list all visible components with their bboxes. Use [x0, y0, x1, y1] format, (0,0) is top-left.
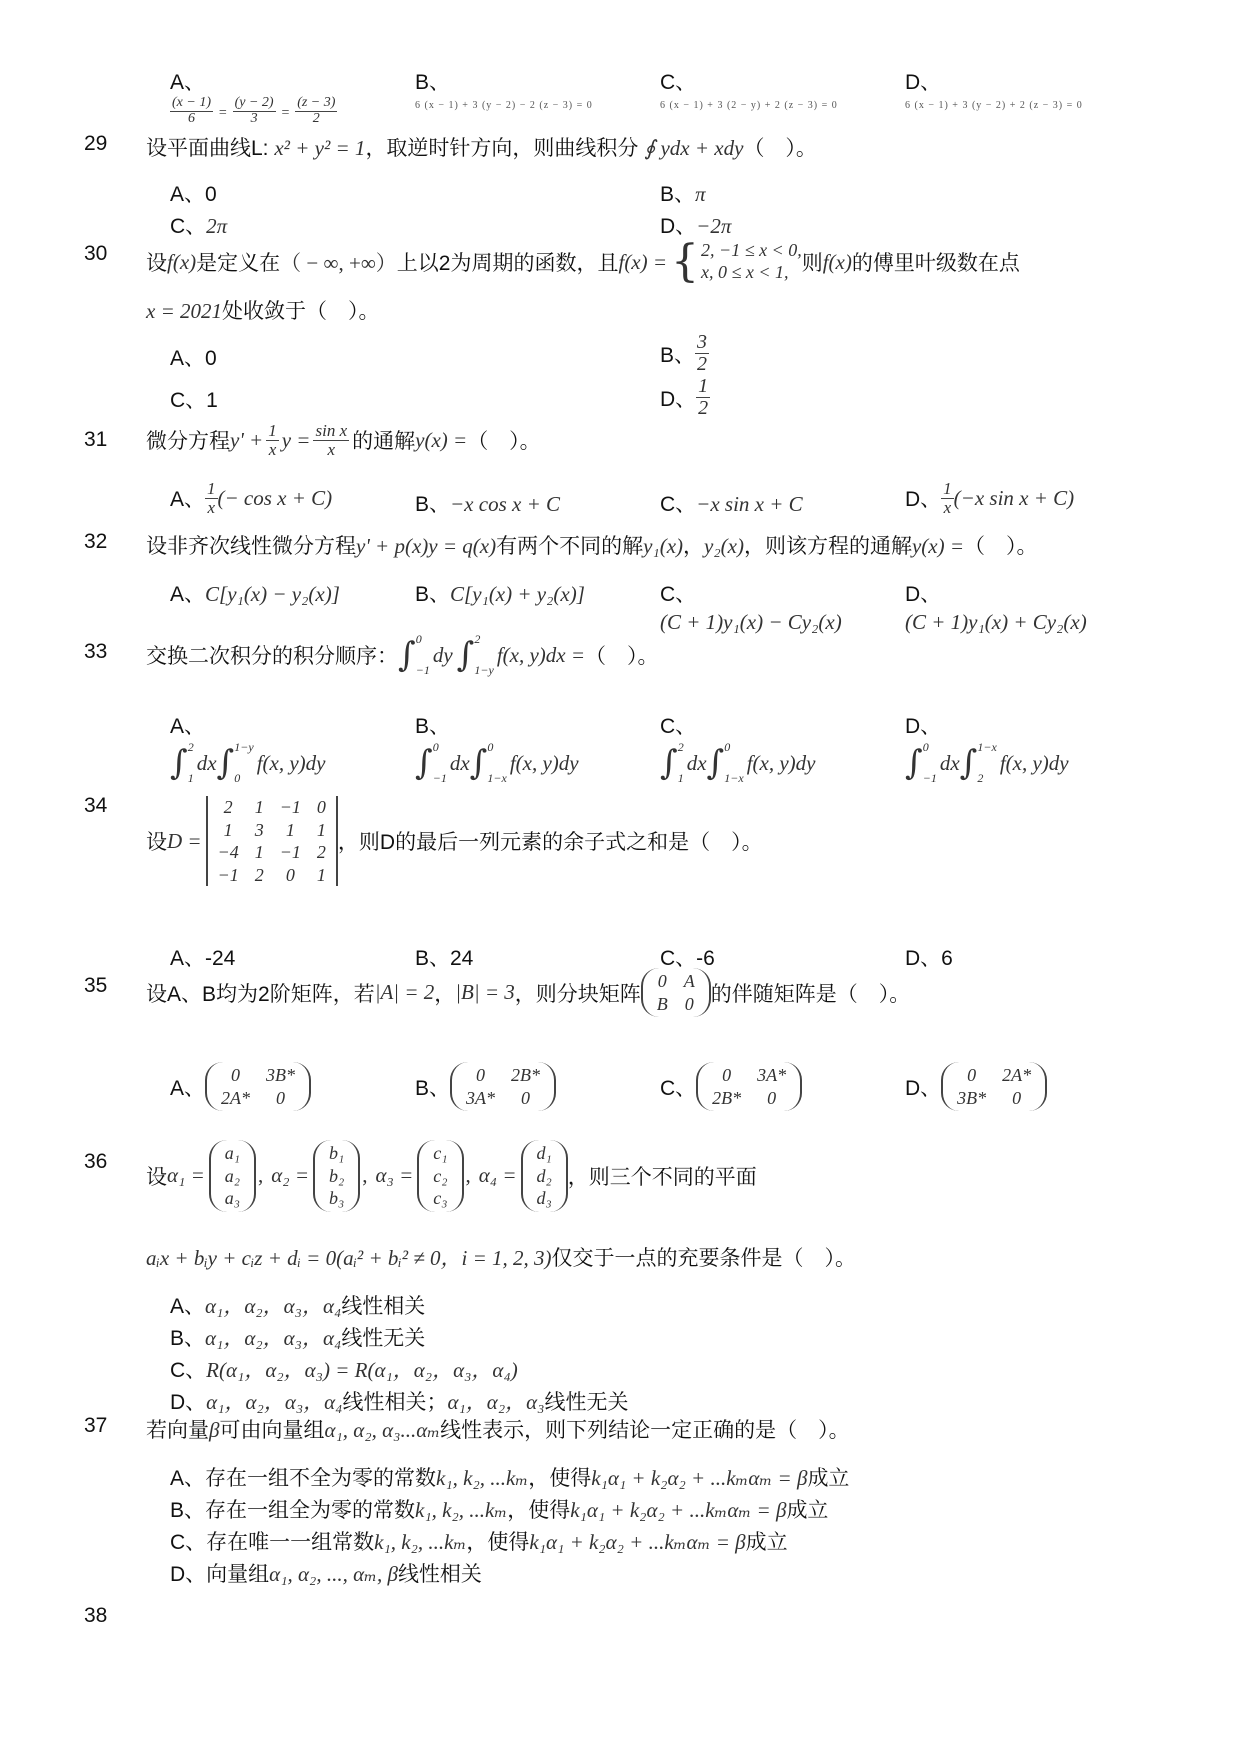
matrix-row	[217, 1142, 248, 1165]
matrix-cell: d₂	[536, 1165, 552, 1186]
matrix-row	[704, 1064, 794, 1087]
matrix-cell: 3B*	[266, 1065, 296, 1085]
matrix-cell: −4	[217, 842, 239, 862]
matrix-row	[649, 993, 703, 1016]
matrix-cell: 0	[285, 864, 295, 885]
q32-option-d[interactable]: D、 (C + 1)y₁(x) + Cy₂(x)	[905, 583, 1087, 634]
matrix-cell: c₁	[433, 1143, 448, 1163]
q29-option-a[interactable]: A、0	[170, 183, 217, 206]
matrix-cell: B	[656, 993, 668, 1014]
matrix-cell: −1	[279, 797, 301, 817]
q28-option-c[interactable]	[660, 66, 838, 111]
integral-sign: ∫	[469, 743, 488, 783]
matrix-cell: 1	[316, 819, 326, 840]
integral-sign: ∫	[456, 635, 475, 675]
integral-sign: ∫	[415, 743, 433, 783]
q33-option-a[interactable]: A、 ∫ 2 1 dx ∫ 1−y 0 f(x, y)dy	[170, 715, 326, 785]
q33-option-c[interactable]: C、 ∫ 2 1 dx ∫ 0 1−x f(x, y)dy	[660, 715, 816, 785]
matrix-cell: −1	[217, 864, 239, 885]
q35-option-a[interactable]: A、 0 3B* 2A* 0	[170, 1062, 311, 1111]
q30-stem-line2: x = 2021处收敛于（ ）。	[146, 299, 380, 323]
q32-option-a[interactable]: A、C[y₁(x) − y₂(x)]	[170, 582, 340, 606]
matrix-cell: 0	[476, 1065, 486, 1085]
matrix-row	[425, 1142, 455, 1165]
q31-option-d[interactable]: D、 $\frac{1}{x}$ (−x sin x + C)	[905, 479, 1075, 517]
q34-option-a[interactable]: A、-24	[170, 947, 236, 970]
matrix-row	[649, 970, 703, 993]
matrix-row	[210, 864, 334, 887]
matrix-cell: d₁	[536, 1143, 552, 1163]
option-label: D、	[905, 71, 942, 94]
matrix-row	[210, 796, 334, 819]
matrix-row	[529, 1142, 560, 1165]
matrix-cell: b₂	[329, 1165, 345, 1186]
matrix-cell: 0	[767, 1087, 777, 1108]
question-number: 38	[84, 1604, 108, 1627]
q35-option-d[interactable]: D、 0 2A* 3B* 0	[905, 1062, 1047, 1111]
question-number: 33	[84, 640, 108, 663]
integral-sign: ∫	[216, 743, 235, 783]
matrix-cell: 1	[254, 842, 264, 862]
q34-option-b[interactable]: B、24	[415, 947, 474, 970]
matrix-cell: 2B*	[712, 1087, 742, 1108]
option-math: 6 (x − 1) + 3 (2 − y) + 2 (z − 3) = 0	[660, 100, 838, 111]
matrix-row	[458, 1087, 548, 1110]
q36-stem: 设 α₁ = a₁ a₂ a₃ , α₂ = b₁ b₂ b₃ , α₃ = c₁ c₂ c₃ , α₄ = d₁ d₂ d₃ ，则三个不同的平面	[146, 1140, 757, 1212]
matrix-cell: 3A*	[466, 1087, 496, 1108]
matrix-row	[210, 841, 334, 864]
integral-sign: ∫	[398, 635, 416, 675]
question-number: 35	[84, 974, 108, 997]
q37-option-c[interactable]: C、存在唯一一组常数k₁, k₂, ...kₘ，使得k₁α₁ + k₂α₂ + ...kₘαₘ = β成立	[170, 1530, 788, 1554]
matrix-cell: d₃	[536, 1188, 552, 1208]
q30-stem: 设 f(x) 是定义在 （ − ∞, +∞） 上以2为周期的函数，且 f(x) = { 2, −1 ≤ x < 0, x, 0 ≤ x < 1, 则 f(x) 的傅里叶级数在点	[146, 236, 1020, 287]
matrix-cell: 0	[657, 971, 667, 991]
q34-option-d[interactable]: D、6	[905, 947, 953, 970]
integral-sign: ∫	[706, 743, 725, 783]
integral-sign: ∫	[170, 743, 188, 783]
matrix-cell: a₃	[224, 1188, 241, 1208]
q34-option-c[interactable]: C、-6	[660, 947, 715, 970]
q33-stem: 交换二次积分的积分顺序： ∫ 0 −1 dy ∫ 2 1−y f(x, y)dx = （ ）。	[146, 632, 659, 677]
q31-option-c[interactable]: C、−x sin x + C	[660, 492, 803, 516]
matrix-row	[458, 1064, 548, 1087]
q28-option-b[interactable]	[415, 66, 593, 111]
matrix-cell: 0	[684, 993, 694, 1014]
matrix-cell: c₃	[433, 1188, 448, 1208]
q29-option-b[interactable]: B、π	[660, 182, 706, 206]
q37-option-d[interactable]: D、向量组α₁, α₂, ..., αₘ, β线性相关	[170, 1562, 482, 1586]
q35-option-b[interactable]: B、 0 2B* 3A* 0	[415, 1062, 556, 1111]
matrix-cell: 2B*	[511, 1065, 541, 1085]
matrix-row	[425, 1187, 455, 1210]
q37-option-b[interactable]: B、存在一组全为零的常数k₁, k₂, ...kₘ，使得k₁α₁ + k₂α₂ + ...kₘαₘ = β成立	[170, 1498, 829, 1522]
matrix-cell: 1	[223, 819, 233, 840]
q37-option-a[interactable]: A、存在一组不全为零的常数k₁, k₂, ...kₘ，使得k₁α₁ + k₂α₂ + ...kₘαₘ = β成立	[170, 1466, 850, 1490]
matrix-row	[321, 1187, 352, 1210]
matrix-row	[949, 1064, 1039, 1087]
matrix-row	[213, 1064, 303, 1087]
q31-option-b[interactable]: B、−x cos x + C	[415, 492, 560, 516]
determinant-matrix	[206, 796, 338, 886]
matrix-cell: 1	[254, 797, 264, 817]
matrix-row	[529, 1165, 560, 1188]
q36-option-b[interactable]: B、α₁，α₂，α₃，α₄线性无关	[170, 1326, 426, 1350]
q29-stem: 设平面曲线L: x² + y² = 1，取逆时针方向，则曲线积分 ∮ ydx + xdy（ ）。	[146, 136, 817, 160]
matrix-row	[949, 1087, 1039, 1110]
question-number: 32	[84, 530, 108, 553]
matrix-cell: c₂	[433, 1165, 448, 1186]
matrix-row	[321, 1142, 352, 1165]
matrix-row	[321, 1165, 352, 1188]
matrix-row	[529, 1187, 560, 1210]
matrix-row	[210, 819, 334, 842]
matrix-cell: A	[683, 971, 695, 991]
question-number: 31	[84, 428, 108, 451]
matrix-row	[704, 1087, 794, 1110]
matrix-cell: 0	[231, 1065, 241, 1085]
matrix-cell: 0	[316, 797, 326, 817]
matrix-cell: 2	[223, 797, 233, 817]
matrix-cell: 3A*	[757, 1065, 787, 1085]
q32-option-c[interactable]: C、 (C + 1)y₁(x) − Cy₂(x)	[660, 583, 842, 634]
question-number: 36	[84, 1150, 108, 1173]
q30-option-c[interactable]: C、1	[170, 389, 218, 412]
matrix-cell: 0	[967, 1065, 977, 1085]
matrix-cell: a₂	[224, 1165, 241, 1186]
q36-option-d[interactable]: D、α₁，α₂，α₃，α₄线性相关；α₁，α₂，α₃线性无关	[170, 1390, 629, 1414]
q31-option-a[interactable]: A、 $\frac{1}{x}$ (− cos x + C)	[170, 479, 333, 517]
matrix-cell: 0	[276, 1087, 286, 1108]
q32-option-b[interactable]: B、C[y₁(x) + y₂(x)]	[415, 582, 585, 606]
option-label: A、	[170, 71, 206, 94]
question-number: 34	[84, 794, 108, 817]
matrix-cell: 0	[521, 1087, 531, 1108]
matrix-cell: 1	[285, 819, 295, 840]
option-label: B、	[415, 71, 451, 94]
q33-option-b[interactable]: B、 ∫ 0 −1 dx ∫ 0 1−x f(x, y)dy	[415, 715, 579, 785]
q35-stem: 设A、B均为2阶矩阵，若 |A| = 2 ， |B| = 3 ，则分块矩阵 0 A B 0 的伴随矩阵是（ ）。	[146, 968, 910, 1017]
option-label: C、	[660, 71, 697, 94]
matrix-cell: 3B*	[957, 1087, 987, 1108]
q31-stem: 微分方程 y' + $\frac{1}{x}$ y = $\frac{\text{sin x}}{x}$ 的通解 y(x) = （ ）。	[146, 421, 541, 459]
matrix-cell: 1	[316, 864, 326, 885]
q36-option-a[interactable]: A、α₁，α₂，α₃，α₄线性相关	[170, 1294, 426, 1318]
matrix-row	[217, 1165, 248, 1188]
question-number: 30	[84, 242, 108, 265]
matrix-cell: 3	[254, 819, 264, 840]
integral-sign: ∫	[959, 743, 978, 783]
question-number: 37	[84, 1414, 108, 1437]
q29-option-d[interactable]: D、−2π	[660, 214, 732, 238]
matrix-cell: 2	[254, 864, 264, 885]
q30-option-d[interactable]: D、 $\frac{1}{2}$	[660, 375, 709, 419]
q30-option-b[interactable]: B、 $\frac{3}{2}$	[660, 331, 708, 375]
option-math: 6 (x − 1) + 3 (y − 2) − 2 (z − 3) = 0	[415, 100, 593, 111]
q29-option-c[interactable]: C、2π	[170, 214, 228, 238]
matrix-cell: 0	[1012, 1087, 1022, 1108]
matrix-cell: 2A*	[221, 1087, 251, 1108]
q28-option-d[interactable]	[905, 66, 1083, 111]
matrix-cell: b₁	[329, 1143, 345, 1163]
matrix-cell: a₁	[224, 1143, 241, 1163]
matrix-row	[425, 1165, 455, 1188]
matrix-row	[217, 1187, 248, 1210]
q35-option-c[interactable]: C、 0 3A* 2B* 0	[660, 1062, 802, 1111]
q32-stem: 设非齐次线性微分方程y' + p(x)y = q(x)有两个不同的解y₁(x)，y₂(x)，则该方程的通解y(x) =（ ）。	[146, 534, 1038, 558]
q36-stem-line2: aᵢx + bᵢy + cᵢz + dᵢ = 0(aᵢ² + bᵢ² ≠ 0，i = 1, 2, 3)仅交于一点的充要条件是（ ）。	[146, 1246, 857, 1270]
matrix-cell: −1	[279, 842, 301, 862]
matrix-cell: 0	[722, 1065, 732, 1085]
q28-option-a[interactable]: A、 $\frac{(x - 1)}{6}$ = $\frac{(y - 2)}{3}$ = $\frac{(z - 3)}{2}$	[170, 66, 337, 126]
integral-sign: ∫	[660, 743, 678, 783]
integral-sign: ∫	[905, 743, 923, 783]
matrix-cell: 2A*	[1002, 1065, 1032, 1085]
matrix-cell: b₃	[329, 1188, 345, 1208]
question-number: 29	[84, 132, 108, 155]
q30-option-a[interactable]: A、0	[170, 347, 217, 370]
q37-stem: 若向量β可由向量组α₁, α₂, α₃...αₘ线性表示，则下列结论一定正确的是（ ）。	[146, 1418, 850, 1442]
matrix-row	[213, 1087, 303, 1110]
matrix-cell: 2	[316, 842, 326, 862]
piecewise: { 2, −1 ≤ x < 0, x, 0 ≤ x < 1,	[671, 236, 802, 287]
q34-stem: 设 D = 2 1 −1 0 1 3 1 1 −4 1 −1 2 −1 2 0 1 ，则D的最后一列元素的余子式之和是（ ）。	[146, 797, 763, 885]
option-math: 6 (x − 1) + 3 (y − 2) + 2 (z − 3) = 0	[905, 100, 1083, 111]
q33-option-d[interactable]: D、 ∫ 0 −1 dx ∫ 1−x 2 f(x, y)dy	[905, 715, 1069, 785]
q36-option-c[interactable]: C、R(α₁，α₂，α₃) = R(α₁，α₂，α₃，α₄)	[170, 1358, 518, 1382]
block-matrix	[641, 968, 711, 1017]
